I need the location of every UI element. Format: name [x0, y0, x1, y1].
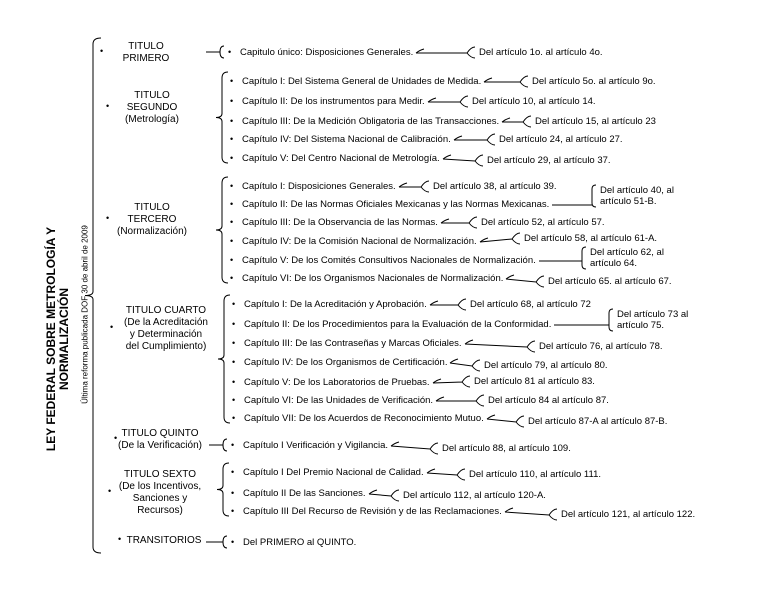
articulo-label: Del artículo 87-A al artículo 87-B.	[528, 416, 668, 427]
titulo-connector	[209, 439, 227, 451]
titulo-bullet: •	[118, 534, 122, 544]
capitulo-label: Capítulo VII: De los Acuerdos de Reconocimiento Mutuo.	[244, 413, 484, 424]
capitulo-label: Capítulo III: De la Medición Obligatoria de las Transacciones.	[242, 116, 500, 127]
capitulo-bullet: •	[232, 338, 236, 348]
articulo-label: Del artículo 5o. al artículo 9o.	[532, 76, 656, 87]
articulo-label: Del artículo 110, al artículo 111.	[469, 469, 602, 480]
titulo-label: TITULO SEXTO (De los Incentivos, Sanciones y Recursos)	[118, 469, 202, 516]
capitulo-bullet: •	[230, 116, 234, 126]
capitulo-bullet: •	[232, 319, 236, 329]
capitulo-label: Capítulo V: De los Laboratorios de Pruebas.	[244, 377, 430, 388]
capitulo-bullet: •	[230, 96, 234, 106]
articulo-connector	[427, 469, 465, 480]
articulo-label: Del artículo 58, al artículo 61-A.	[524, 233, 658, 244]
capitulo-label: Capítulo II: De las Normas Oficiales Mexicanas y las Normas Mexicanas.	[242, 199, 550, 210]
capitulo-bullet: •	[230, 181, 234, 191]
articulo-connector	[416, 47, 475, 58]
articulo-label: Del artículo 52, al artículo 57.	[481, 217, 605, 228]
articulo-connector	[430, 299, 466, 310]
titulo-bullet: •	[110, 322, 114, 332]
titulo-bullet: •	[100, 46, 104, 56]
articulo-label: Del artículo 79, al artículo 80.	[484, 360, 608, 371]
titulo-brace	[218, 295, 230, 423]
titulo-label: TITULO QUINTO (De la Verificación)	[118, 428, 202, 451]
titulo-label: TRANSITORIOS	[126, 535, 202, 546]
articulo-connector	[539, 247, 586, 269]
articulo-connector	[554, 309, 613, 331]
capitulo-label: Capítulo I: De la Acreditación y Aprobación.	[244, 299, 427, 310]
articulo-connector	[552, 185, 596, 207]
capitulo-bullet: •	[231, 467, 235, 477]
capitulo-label: Capítulo VI: De las Unidades de Verificación.	[244, 395, 434, 406]
capitulo-bullet: •	[231, 537, 235, 547]
articulo-label: Del artículo 1o. al artículo 4o.	[479, 47, 603, 58]
capitulo-bullet: •	[230, 273, 234, 283]
capitulo-label: Capítulo I Del Premio Nacional de Calidad.	[243, 467, 424, 478]
titulo-brace	[216, 177, 228, 283]
articulo-label: Del artículo 62, al artículo 64.	[590, 247, 664, 269]
titulo-brace	[217, 463, 229, 516]
capitulo-label: Capítulo II De las Sanciones.	[243, 488, 366, 499]
articulo-connector	[506, 275, 544, 287]
capitulo-label: Capítulo II: De los Procedimientos para la Evaluación de la Conformidad.	[244, 319, 552, 330]
titulo-connector	[206, 46, 224, 58]
capitulo-label: Del PRIMERO al QUINTO.	[243, 537, 357, 548]
capitulo-label: Capítulo I: Del Sistema General de Unidades de Medida.	[242, 76, 482, 87]
capitulo-label: Capítulo V: Del Centro Nacional de Metrología.	[242, 153, 440, 164]
titulo-label: TITULO PRIMERO	[122, 41, 170, 64]
capitulo-bullet: •	[231, 488, 235, 498]
capitulo-bullet: •	[228, 47, 232, 57]
articulo-label: Del artículo 112, al artículo 120-A.	[403, 490, 546, 501]
capitulo-label: Capítulo IV: De la Comisión Nacional de Normalización.	[242, 236, 477, 247]
articulo-label: Del artículo 121, al artículo 122.	[561, 509, 696, 520]
articulo-connector	[441, 217, 477, 228]
titulo-brace	[216, 72, 228, 163]
titulo-label: TITULO TERCERO (Normalización)	[116, 202, 188, 237]
capitulo-bullet: •	[232, 395, 236, 405]
capitulo-label: Capítulo IV: De los Organismos de Certificación.	[244, 357, 448, 368]
articulo-connector	[399, 181, 429, 192]
articulo-label: Del artículo 76, al artículo 78.	[539, 341, 663, 352]
articulo-connector	[433, 376, 470, 387]
capitulo-bullet: •	[230, 76, 234, 86]
articulo-label: Del artículo 73 al artículo 75.	[617, 309, 689, 331]
articulo-connector	[454, 134, 495, 145]
subtitle: Última reforma publicada DOF 30 de abril de 2009	[80, 225, 90, 404]
capitulo-bullet: •	[230, 217, 234, 227]
capitulo-label: Capítulo I Verificación y Vigilancia.	[243, 440, 389, 451]
articulo-label: Del artículo 24, al artículo 27.	[499, 134, 623, 145]
articulo-label: Del artículo 38, al artículo 39.	[433, 181, 557, 192]
articulo-label: Del artículo 10, al artículo 14.	[472, 96, 596, 107]
articulo-label: Del artículo 15, al artículo 23	[535, 116, 656, 127]
capitulo-bullet: •	[230, 199, 234, 209]
titulo-bullet: •	[108, 486, 112, 496]
capitulo-bullet: •	[230, 134, 234, 144]
capitulo-label: Capítulo III: De la Observancia de las Normas.	[242, 217, 438, 228]
articulo-connector	[443, 155, 483, 166]
capitulo-bullet: •	[232, 357, 236, 367]
articulo-label: Del artículo 68, al artículo 72	[470, 299, 591, 310]
articulo-label: Del artículo 29, al artículo 37.	[487, 155, 611, 166]
capitulo-label: Capítulo III: De las Contraseñas y Marcas Oficiales.	[244, 338, 462, 349]
articulo-connector	[465, 340, 535, 352]
capitulo-bullet: •	[230, 236, 234, 246]
articulo-connector	[369, 490, 399, 501]
capitulo-label: Capítulo IV: Del Sistema Nacional de Calibración.	[242, 134, 451, 145]
capitulo-bullet: •	[232, 299, 236, 309]
capitulo-bullet: •	[231, 440, 235, 450]
capitulo-label: Capítulo I: Disposiciones Generales.	[242, 181, 396, 192]
titulo-label: TITULO SEGUNDO (Metrología)	[125, 90, 179, 125]
capitulo-label: Capítulo VI: De los Organismos Nacionales de Normalización.	[242, 273, 504, 284]
articulo-connector	[436, 395, 484, 406]
articulo-connector	[450, 359, 480, 371]
titulo-bullet: •	[106, 213, 110, 223]
titulo-label: TITULO CUARTO (De la Acreditación y Determinación del Cumplimiento)	[124, 305, 208, 352]
titulo-bullet: •	[114, 433, 118, 443]
articulo-label: Del artículo 40, al artículo 51-B.	[600, 185, 674, 207]
articulo-connector	[391, 442, 438, 454]
capitulo-label: Capítulo III Del Recurso de Revisión y de las Reclamaciones.	[243, 506, 502, 517]
articulo-connector	[505, 508, 557, 520]
articulo-connector	[428, 96, 468, 107]
articulo-connector	[480, 233, 520, 244]
capitulo-label: Capítulo II: De los instrumentos para Medir.	[242, 96, 425, 107]
capitulo-bullet: •	[231, 506, 235, 516]
articulo-connector	[502, 116, 531, 127]
articulo-label: Del artículo 84 al artículo 87.	[488, 395, 609, 406]
capitulo-bullet: •	[230, 255, 234, 265]
titulo-connector	[206, 536, 227, 548]
capitulo-label: Capítulo V: De los Comités Consultivos Nacionales de Normalización.	[242, 255, 536, 266]
titulo-bullet: •	[106, 101, 110, 111]
articulo-label: Del artículo 88, al artículo 109.	[442, 443, 571, 454]
capitulo-bullet: •	[232, 413, 236, 423]
capitulo-label: Capitulo único: Disposiciones Generales.	[240, 47, 414, 58]
articulo-label: Del artículo 81 al artículo 83.	[474, 376, 595, 387]
articulo-connector	[487, 415, 524, 427]
main-title: LEY FEDERAL SOBRE METROLOGÍA Y NORMALIZACIÓN	[44, 226, 71, 452]
articulo-label: Del artículo 65. al artículo 67.	[548, 276, 672, 287]
articulo-connector	[484, 76, 528, 87]
capitulo-bullet: •	[230, 153, 234, 163]
capitulo-bullet: •	[232, 377, 236, 387]
